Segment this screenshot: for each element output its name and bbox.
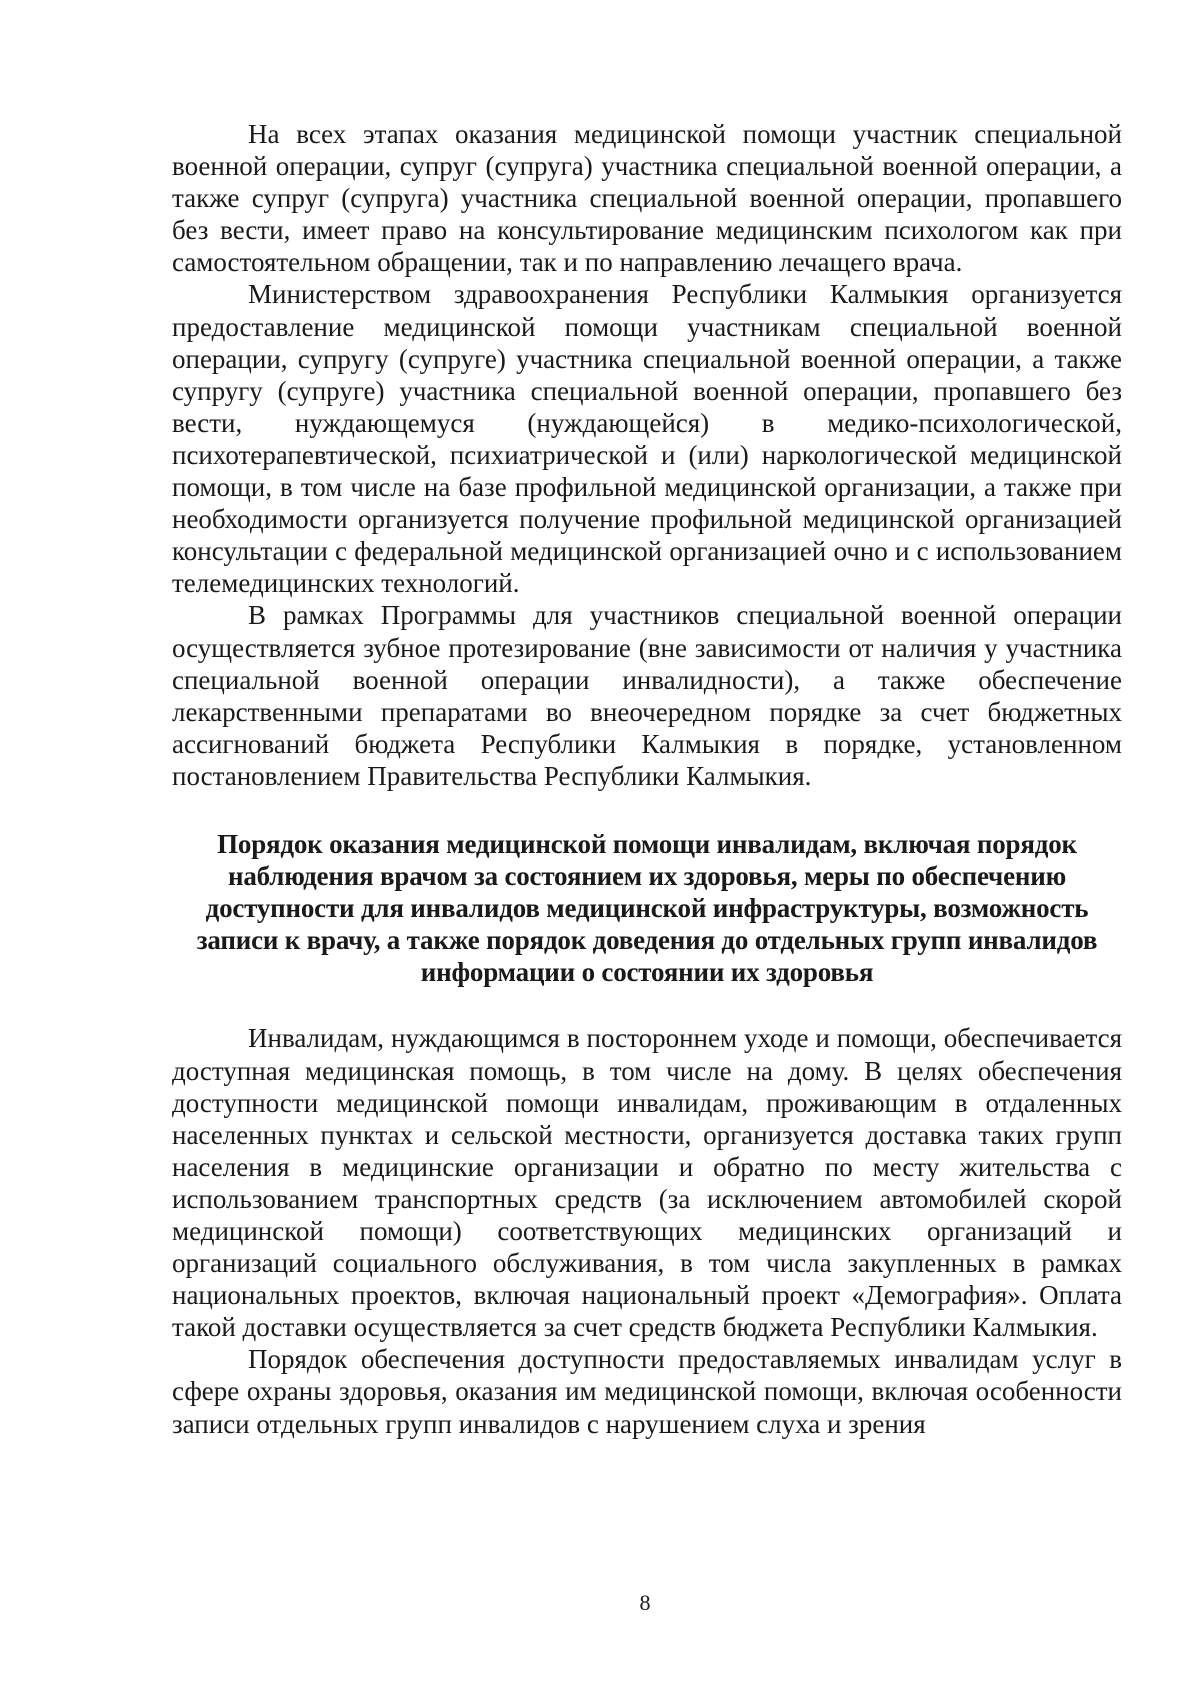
paragraph-accessibility: Порядок обеспечения доступности предоставляемых инвалидам услуг в сфере охраны здоровья, оказания им медицинской помощи, включая особенности записи отдельных групп инвалидов с нарушением слуха и зрения — [172, 1344, 1122, 1439]
paragraph-ministry-care: Министерством здравоохранения Республики Калмыкия организуется предоставление медицинской помощи участникам специальной военной операции, супругу (супруге) участника специальной военной операции, а также супругу (супруге) участника специальной военной операции, пропавшего без вести, нуждающемуся (нуждающейся) в медико-психологической, психотерапевтической, психиатрической и (или) наркологической медицинской помощи, в том числе на базе профильной медицинской организации, а также при необходимости организуется получение профильной медицинской организацией консультации с федеральной медицинской организацией очно и с использованием телемедицинских технологий. — [172, 279, 1122, 599]
paragraph-svo-psychologist: На всех этапах оказания медицинской помощи участник специальной военной операции, супруг (супруга) участника специальной военной операции, а также супруг (супруга) участника специальной военной операции, пропавшего без вести, имеет право на консультирование медицинским психологом как при самостоятельном обращении, так и по направлению лечащего врача. — [172, 119, 1122, 278]
page-number: 8 — [639, 1590, 651, 1615]
paragraph-dental-prosthetics: В рамках Программы для участников специальной военной операции осуществляется зубное протезирование (вне зависимости от наличия у участника специальной военной операции инвалидности), а также обеспечение лекарственными препаратами во внеочередном порядке за счет бюджетных ассигнований бюджета Республики Калмыкия в порядке, установленном постановлением Правительства Республики Калмыкия. — [172, 600, 1122, 791]
section-heading: Порядок оказания медицинской помощи инвалидам, включая порядок наблюдения врачом за состоянием их здоровья, меры по обеспечению доступности для инвалидов медицинской инфраструктуры, возможность записи к врачу, а также порядок доведения до отдельных групп инвалидов информации о состоянии их здоровья — [196, 828, 1098, 988]
document-page — [172, 118, 1122, 1440]
paragraph-disabled-care: Инвалидам, нуждающимся в постороннем уходе и помощи, обеспечивается доступная медицинская помощь, в том числе на дому. В целях обеспечения доступности медицинской помощи инвалидам, проживающим в отдаленных населенных пунктах и сельской местности, организуется доставка таких групп населения в медицинские организации и обратно по месту жительства с использованием транспортных средств (за исключением автомобилей скорой медицинской помощи) соответствующих медицинских организаций и организаций социального обслуживания, в том числа закупленных в рамках национальных проектов, включая национальный проект «Демография». Оплата такой доставки осуществляется за счет средств бюджета Республики Калмыкия. — [172, 1023, 1122, 1343]
